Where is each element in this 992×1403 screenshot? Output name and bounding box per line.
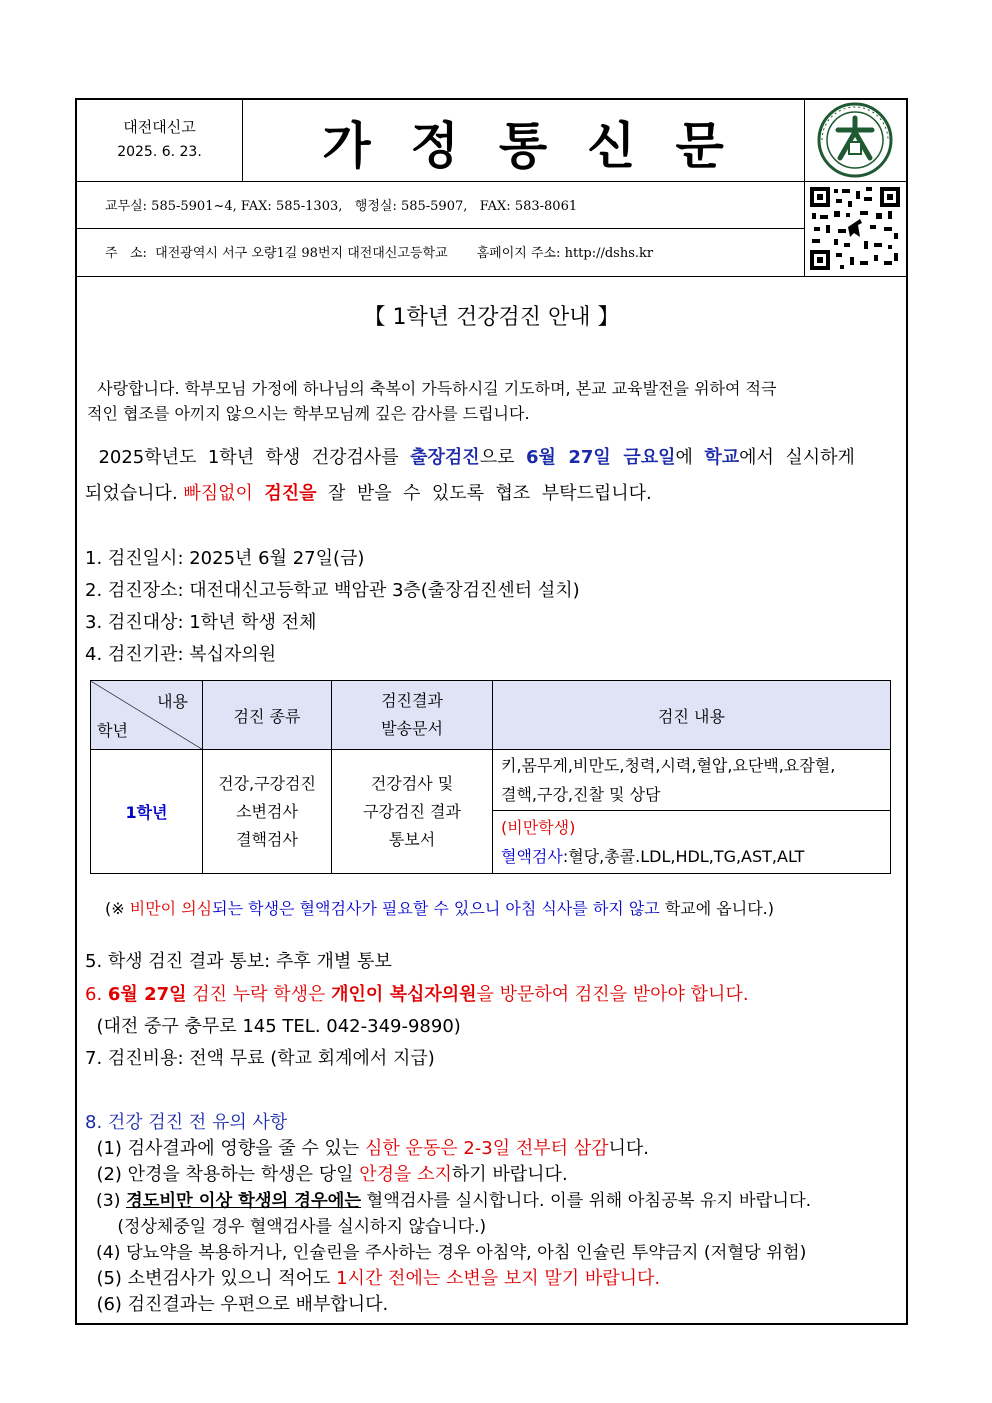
item6-highlight: 개인이 복십자의원 — [331, 984, 477, 1005]
caution-6: (6) 검진결과는 우편으로 배부합니다. — [85, 1294, 389, 1315]
intro-paragraph-2 — [87, 443, 855, 469]
col-header-kind: 검진 종류 — [203, 681, 332, 750]
kinds-l2: 소변검사 — [236, 801, 298, 821]
issue-date: 2025. 6. 23. — [117, 144, 202, 160]
content1-l2: 결핵,구강,진찰 및 상담 — [501, 785, 661, 804]
caution-4: (4) 당뇨약을 복용하거나, 인슐린을 주사하는 경우 아침약, 아침 인슐린 투약금지 (저혈당 위험) — [85, 1243, 807, 1263]
note-text-blue: 되는 학생은 혈액검사가 필요할 수 있으니 아침 식사를 하지 않고 — [212, 899, 660, 918]
table-note — [105, 896, 774, 919]
caution-text: 하기 바랍니다. — [451, 1164, 568, 1185]
intro-text: 잘 받을 수 있도록 협조 부탁드립니다. — [316, 483, 652, 504]
title-cell — [242, 100, 805, 181]
intro-highlight: 6월 27일 금요일 — [525, 447, 676, 468]
caution-highlight: 경도비만 이상 학생의 경우에는 — [125, 1191, 362, 1211]
school-emblem-logo — [804, 100, 906, 181]
intro-text: 되었습니다. — [85, 483, 184, 504]
intro-text: 에 — [675, 447, 705, 468]
corner-bottom-label: 학년 — [97, 721, 128, 740]
document-title: 가정통신문 — [322, 117, 764, 175]
content2-l2a: 혈액검사 — [501, 847, 563, 866]
content2-l1: (비만학생) — [501, 818, 576, 837]
table-row — [91, 750, 891, 811]
contact-line-phone — [77, 181, 805, 229]
caution-text: 니다. — [608, 1138, 649, 1159]
item-1: 1. 검진일시: 2025년 6월 27일(금) — [85, 548, 365, 569]
corner-top-label: 내용 — [157, 692, 188, 711]
caution-text: 혈액검사를 실시합니다. 이를 위해 아침공복 유지 바랍니다. — [361, 1191, 812, 1211]
caution-text: (5) 소변검사가 있으니 적어도 — [85, 1268, 337, 1289]
intro-line-2: 적인 협조를 아끼지 않으시는 학부모님께 깊은 감사를 드립니다. — [87, 404, 530, 423]
doc-l1: 건강검사 및 — [370, 773, 454, 793]
item-7: 7. 검진비용: 전액 무료 (학교 회계에서 지급) — [85, 1048, 435, 1069]
item-6-address: (대전 중구 충무로 145 TEL. 042-349-9890) — [85, 1016, 461, 1037]
caution-3-sub: (정상체중일 경우 혈액검사를 실시하지 않습니다.) — [85, 1217, 487, 1237]
qr-cell — [804, 181, 906, 277]
caution-highlight: 심한 운동은 2-3일 전부터 삼감 — [364, 1138, 609, 1159]
note-text: 학교에 옵니다.) — [659, 899, 774, 918]
intro-text: 에서 실시하게 — [739, 447, 855, 468]
doc-cell — [332, 750, 493, 874]
qr-code — [804, 181, 906, 276]
item6-highlight: 6월 27일 — [107, 984, 187, 1005]
notice-title: 【 1학년 건강검진 안내 】 — [363, 305, 620, 330]
table-header-row — [91, 681, 891, 750]
col-header-doc — [332, 681, 493, 750]
exam-table — [90, 680, 891, 874]
col-header-content: 검진 내용 — [493, 681, 891, 750]
intro-text: 으로 — [479, 447, 526, 468]
caution-3 — [85, 1186, 811, 1211]
caution-5 — [85, 1264, 660, 1290]
intro-highlight: 출장검진 — [410, 447, 480, 468]
kinds-cell — [203, 750, 332, 874]
kinds-l1: 건강,구강검진 — [218, 773, 316, 793]
document-frame — [75, 98, 908, 1325]
contact-line-address — [77, 228, 805, 277]
doc-l2: 구강검진 결과 — [363, 801, 461, 821]
caution-text: (3) — [85, 1191, 126, 1211]
note-text: (※ — [105, 899, 130, 918]
contact-phone-text: 교무실: 585-5901~4, FAX: 585-1303, 행정실: 585-5907, FAX: 583-8061 — [105, 199, 578, 214]
intro-line-1: 사랑합니다. 학부모님 가정에 하나님의 축복이 가득하시길 기도하며, 본교 교육발전을 위하여 적극 — [87, 379, 777, 398]
caution-highlight: 1시간 전에는 소변을 보지 말기 바랍니다. — [336, 1268, 661, 1289]
contact-address-text: 주 소: 대전광역시 서구 오량1길 98번지 대전대신고등학교 홈페이지 주소: http://dshs.kr — [105, 246, 654, 261]
caution-1 — [85, 1134, 649, 1160]
content-cell-basic — [493, 750, 891, 811]
header-row — [77, 100, 906, 182]
intro-text: 2025학년도 1학년 학생 건강검사를 — [87, 447, 411, 468]
item-4: 4. 검진기관: 복십자의원 — [85, 644, 277, 665]
content1-l1: 키,몸무게,비만도,청력,시력,혈압,요단백,요잠혈, — [501, 756, 836, 775]
logo-cell — [804, 100, 906, 181]
col-header-doc-l1: 검진결과 — [381, 691, 443, 710]
school-cell — [77, 100, 243, 181]
col-header-doc-l2: 발송문서 — [381, 719, 443, 738]
item-6 — [85, 980, 749, 1006]
table-corner-cell — [91, 681, 203, 750]
item-2: 2. 검진장소: 대전대신고등학교 백암관 3층(출장검진센터 설치) — [85, 580, 580, 601]
item-3: 3. 검진대상: 1학년 학생 전체 — [85, 612, 317, 633]
school-name: 대전대신고 — [123, 118, 196, 136]
grade-cell: 1학년 — [91, 750, 203, 874]
caution-text: (2) 안경을 착용하는 학생은 당일 — [85, 1164, 360, 1185]
doc-l3: 통보서 — [388, 829, 436, 849]
kinds-l3: 결핵검사 — [236, 829, 298, 849]
caution-text: (1) 검사결과에 영향을 줄 수 있는 — [85, 1138, 365, 1159]
item6-text: 검진 누락 학생은 — [186, 984, 332, 1005]
item-5: 5. 학생 검진 결과 통보: 추후 개별 통보 — [85, 951, 392, 972]
item6-text: 6. — [85, 984, 108, 1005]
note-highlight: 비만이 의심 — [129, 899, 213, 918]
intro-highlight: 빠짐없이 — [183, 483, 265, 504]
caution-highlight: 안경을 소지 — [359, 1164, 452, 1185]
content2-l2b: :혈당,총콜.LDL,HDL,TG,AST,ALT — [562, 847, 805, 866]
caution-2 — [85, 1160, 568, 1186]
caution-heading: 8. 건강 검진 전 유의 사항 — [85, 1112, 288, 1133]
intro-paragraph-3 — [85, 479, 652, 505]
intro-highlight: 검진을 — [264, 483, 317, 504]
content-cell-obese — [493, 811, 891, 874]
item6-text: 을 방문하여 검진을 받아야 합니다. — [476, 984, 749, 1005]
intro-highlight: 학교 — [704, 447, 740, 468]
